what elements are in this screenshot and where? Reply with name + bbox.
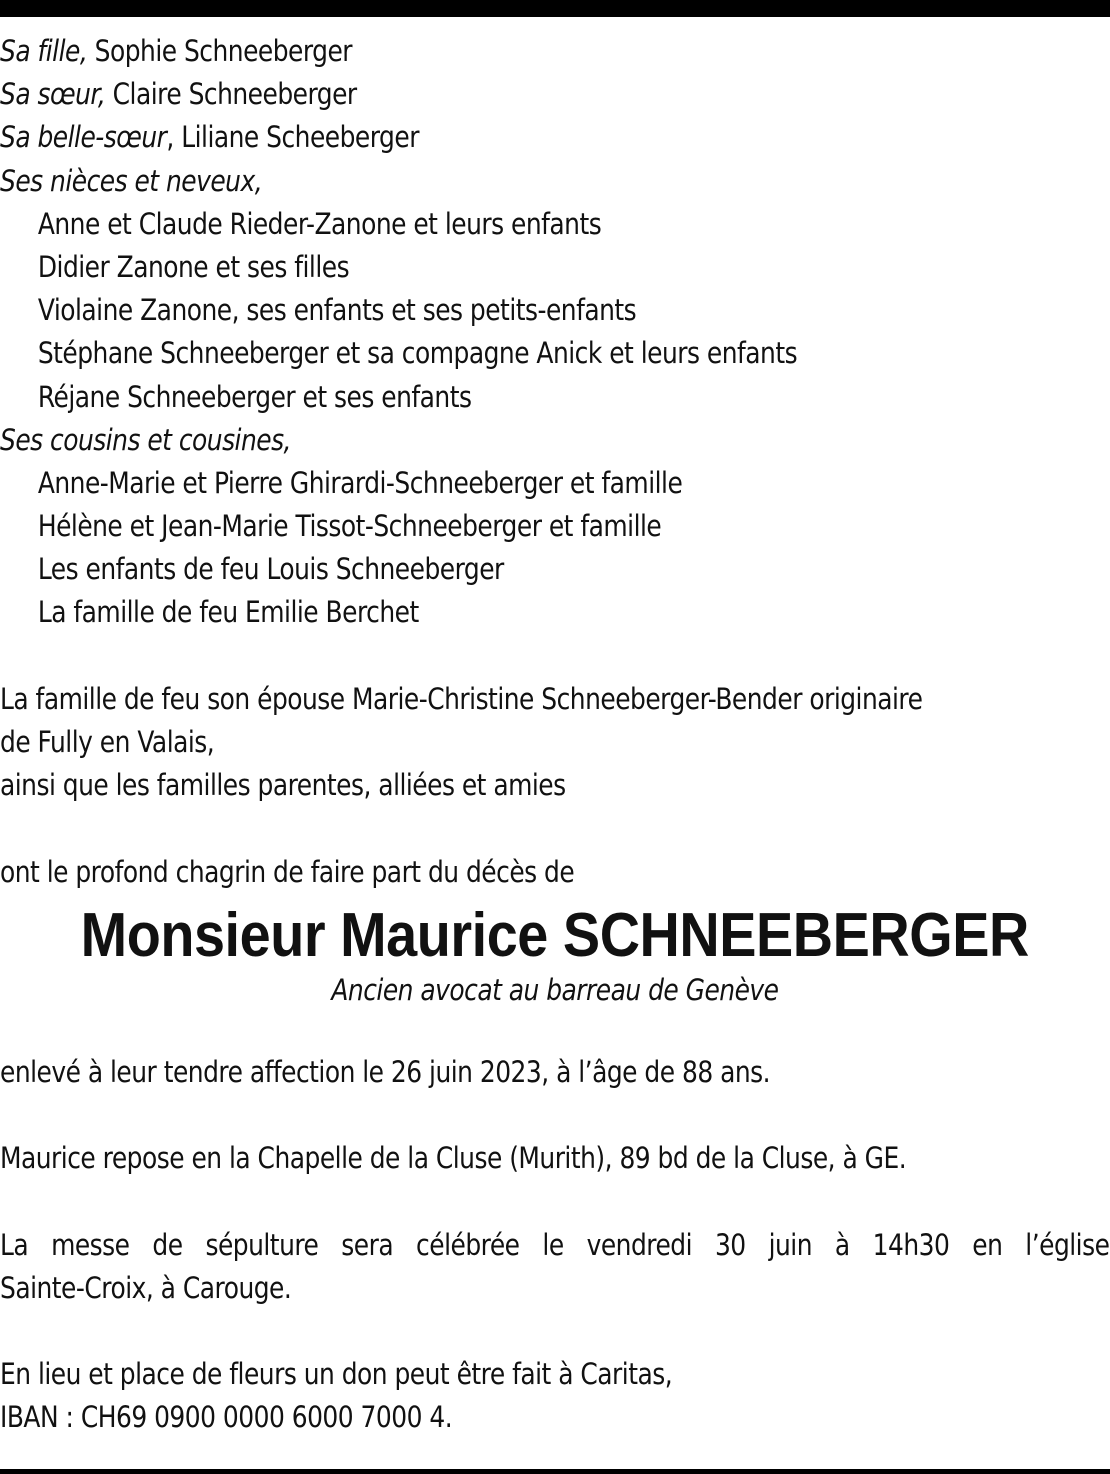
sister-in-law-role: Sa belle-sœur [0,120,167,155]
cousins-heading: Ses cousins et cousines, [0,422,291,457]
spacer [0,807,1110,850]
spacer [0,1310,1110,1353]
spacer [0,1181,1110,1224]
sister-in-law-name: , Liliane Scheeberger [166,120,419,155]
deceased-profession: Ancien avocat au barreau de Genève [331,972,779,1007]
sister-name: Claire Schneeberger [105,77,357,112]
deceased-name: Monsieur Maurice SCHNEEBERGER [80,900,1030,970]
cousin-item: La famille de feu Emilie Berchet [37,595,419,630]
mass-line-2: Sainte-Croix, à Carouge. [0,1270,292,1305]
spouse-family-line-1: La famille de feu son épouse Marie-Christine Schneeberger-Bender originaire [0,681,923,716]
daughter-role: Sa fille, [0,34,88,68]
sister-line [0,73,955,116]
daughter-line [0,30,955,73]
niece-nephew-item: Didier Zanone et ses filles [37,249,350,284]
nieces-nephews-heading: Ses nièces et neveux, [0,163,263,198]
donation-line-2: IBAN : CH69 0900 0000 6000 7000 4. [0,1400,453,1435]
cousin-item: Les enfants de feu Louis Schneeberger [37,552,504,587]
spacer [0,1094,1110,1137]
donation-line-1: En lieu et place de fleurs un don peut être fait à Caritas, [0,1357,673,1392]
daughter-name: Sophie Schneeberger [87,34,353,68]
niece-nephew-item: Violaine Zanone, ses enfants et ses petits-enfants [37,293,637,328]
sister-in-law-line [0,116,955,159]
spouse-family-line-2: de Fully en Valais, [0,725,215,759]
cousin-item: Anne-Marie et Pierre Ghirardi-Schneeberger et famille [37,465,683,500]
spacer [0,1008,1110,1051]
spacer [0,635,1110,678]
spouse-family-line-3: ainsi que les familles parentes, alliées et amies [0,768,566,803]
niece-nephew-item: Anne et Claude Rieder-Zanone et leurs enfants [37,206,602,241]
niece-nephew-item: Réjane Schneeberger et ses enfants [37,379,472,414]
mass-line-1: La messe de sépulture sera célébrée le vendredi 30 juin à 14h30 en l’église [0,1227,1110,1262]
obituary-notice [0,30,1110,1440]
repose-notice: Maurice repose en la Chapelle de la Cluse (Murith), 89 bd de la Cluse, à GE. [0,1141,907,1176]
top-rule [0,0,1110,17]
bottom-rule [0,1469,1110,1474]
cousin-item: Hélène et Jean-Marie Tissot-Schneeberger et famille [37,509,662,544]
announcement-text: ont le profond chagrin de faire part du décès de [0,854,575,889]
death-notice: enlevé à leur tendre affection le 26 juin 2023, à l’âge de 88 ans. [0,1054,771,1089]
sister-role: Sa sœur, [0,77,106,112]
deceased-name-block [0,900,1110,972]
niece-nephew-item: Stéphane Schneeberger et sa compagne Anick et leurs enfants [37,336,798,371]
